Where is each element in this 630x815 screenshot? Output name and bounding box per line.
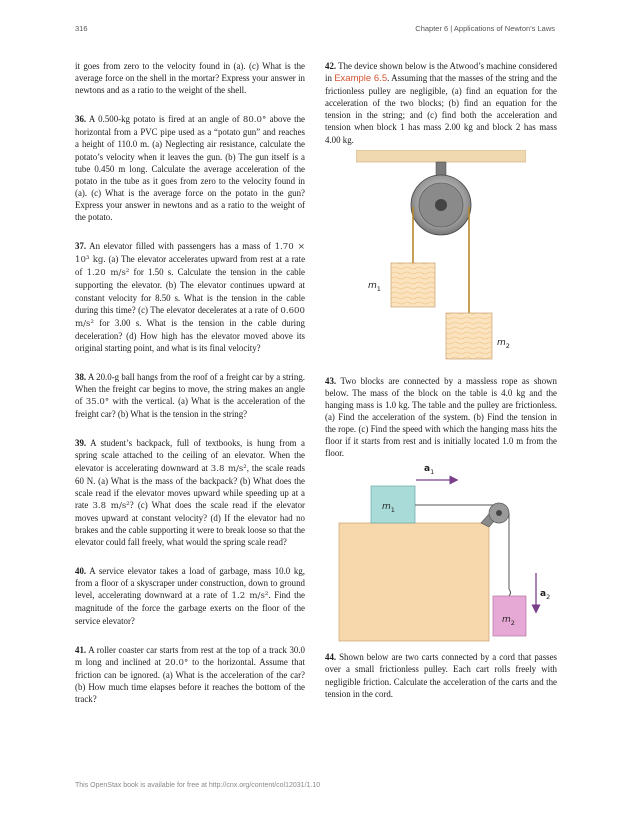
problem-number: 43. bbox=[325, 375, 337, 386]
block-m2 bbox=[446, 313, 492, 359]
problem-35-continuation bbox=[75, 60, 305, 96]
block-m1 bbox=[391, 263, 435, 307]
problem-text: it goes from zero to the velocity found in (a). (c) What is the average force on the shell in the mortar? Express your answer in newtons and as a ratio to the weight of the shell. bbox=[75, 61, 305, 96]
label-m2: $m_2$ bbox=[502, 615, 515, 628]
problem-39 bbox=[75, 437, 305, 548]
problem-text: A roller coaster car starts from rest at the top of a track 30.0 m long and inclined at bbox=[75, 644, 305, 667]
math-expression: 80.0° bbox=[242, 115, 267, 126]
math-expression: 1.2 m/s² bbox=[231, 591, 269, 602]
problem-text: Two blocks are connected by a massless rope as shown below. The mass of the block on the table is 4.0 kg and the hanging mass is 1.0 kg. The table and the pulley are frictionless. (a) Find the acceleration of the system. (b) Find the tension in the rope. (c) Find the speed with which the hanging mass hits the floor if it starts from rest and is initially located 1.0 m from the floor. bbox=[325, 375, 557, 459]
label-m1: $m_1$ bbox=[382, 502, 395, 515]
label-m1: $m_1$ bbox=[368, 280, 381, 293]
problem-text: A student’s backpack, full of textbooks, is hung from a spring scale attached to the ceiling of an elevator. When the elevator is accelerating downward at bbox=[75, 438, 305, 473]
problem-number: 42. bbox=[325, 61, 337, 71]
problem-text: . Assuming that the masses of the string and the frictionless pulley are negligible, (a) find an equation for the acceleration of the two blocks; (b) find an equation for the tension in the string; and (c) find both the acceleration and tension when block 1 has mass 2.00 kg and block 2 has mass 4.00 kg. bbox=[325, 73, 558, 145]
problem-text: A service elevator takes a load of garbage, mass 10.0 kg, from a floor of a skyscraper under construction, down to ground level, accelerating downward at a rate of bbox=[75, 566, 305, 601]
math-expression: 20.0° bbox=[164, 657, 189, 668]
label-a2: $a_2$ bbox=[540, 589, 551, 602]
problem-text: for 3.00 s. What is the tension in the cable during deceleration? (d) How high has the elevator moved above its original starting point, and what is its final velocity? bbox=[75, 317, 305, 353]
problem-38 bbox=[75, 371, 305, 420]
problem-number: 44. bbox=[325, 652, 337, 663]
problem-41 bbox=[75, 644, 305, 705]
problem-number: 36. bbox=[75, 114, 87, 125]
label-m2: $m_2$ bbox=[497, 337, 510, 350]
problem-43 bbox=[325, 375, 557, 460]
problem-text: to the horizontal. Assume that friction can be ignored. (a) What is the acceleration of the car? (b) How much time elapses before it reaches the bottom of the track? bbox=[75, 656, 305, 705]
problem-text: Shown below are two carts connected by a cord that passes over a small frictionless pulley. Each cart rolls freely with negligible friction. Calculate the acceleration of the carts and the tension in the cord. bbox=[325, 652, 557, 699]
problem-text: The device shown below is the Atwood’s machine considered in bbox=[325, 61, 558, 84]
problem-42 bbox=[325, 60, 557, 146]
math-expression: 0.600 m/s² bbox=[75, 305, 305, 329]
chapter-title: Chapter 6 | Applications of Newton's Laws bbox=[415, 24, 555, 33]
problem-number: 39. bbox=[75, 438, 87, 449]
left-column bbox=[75, 60, 305, 722]
problem-number: 38. bbox=[75, 371, 87, 382]
example-link[interactable]: Example 6.5 bbox=[334, 73, 388, 85]
table bbox=[339, 523, 489, 641]
pulley-hub bbox=[496, 510, 502, 516]
hook bbox=[509, 589, 511, 596]
math-expression: 1.20 m/s² bbox=[86, 268, 130, 279]
problem-number: 37. bbox=[75, 241, 87, 252]
problem-text: A 0.500-kg potato is fired at an angle of bbox=[86, 114, 243, 125]
pulley-hub bbox=[435, 199, 447, 211]
math-expression: 1.70 × 10³ kg bbox=[75, 242, 305, 266]
problem-text: for 1.50 s. Calculate the tension in the cable supporting the elevator. (b) The elevator continues upward at constant velocity for 8.50 s. What is the tension in the cable during this time? (c) The elevator decelerates at a rate of bbox=[75, 267, 305, 315]
problem-text: . (a) The elevator accelerates upward from rest at a rate of bbox=[75, 254, 306, 278]
block-m1-table bbox=[371, 486, 415, 523]
problem-text: with the vertical. (a) What is the acceleration of the freight car? (b) What is the tension in the string? bbox=[75, 396, 305, 420]
problem-number: 40. bbox=[75, 566, 87, 577]
table-pulley-figure bbox=[331, 461, 551, 643]
footer-note: This OpenStax book is available for free at http://cnx.org/content/col12031/1.10 bbox=[75, 782, 321, 789]
label-a1: $a_1$ bbox=[424, 464, 435, 477]
page-number: 316 bbox=[75, 24, 88, 33]
atwood-machine-figure bbox=[356, 150, 526, 365]
problem-text: A 20.0-g ball hangs from the roof of a freight car by a string. When the freight car begins to move, the string makes an angle of bbox=[75, 371, 305, 407]
problem-44 bbox=[325, 651, 557, 699]
problem-text: above the horizontal from a PVC pipe used as a “potato gun” and reaches a height of 110.0 m. (a) Neglecting air resistance, calculate the potato’s velocity when it leaves the gun. (b) The gun itself is a tube 0.450 m long. Calculate the average acceleration of the potato in the tube as it goes from zero to the velocity found in (a). (c) What is the average force on the potato in the gun? Express your answer in newtons and as a ratio to the weight of the potato. bbox=[75, 114, 305, 223]
right-column bbox=[325, 60, 557, 717]
ceiling bbox=[356, 150, 526, 162]
problem-37 bbox=[75, 240, 305, 354]
problem-text: An elevator filled with passengers has a mass of bbox=[86, 241, 275, 252]
problem-40 bbox=[75, 565, 305, 626]
math-expression: 3.8 m/s² bbox=[210, 463, 247, 474]
math-expression: 35.0° bbox=[85, 397, 110, 408]
problem-number: 41. bbox=[75, 644, 87, 655]
problem-36 bbox=[75, 113, 305, 223]
problem-text: . Find the magnitude of the force the garbage exerts on the floor of the service elevator? bbox=[75, 590, 305, 626]
math-expression: 3.8 m/s² bbox=[92, 500, 130, 511]
problem-text: ? (c) What does the scale read if the elevator moves upward at constant velocity? (d) If the elevator had no brakes and the cable supporting it were to break loose so that the elevator could fall freely, what would the spring scale read? bbox=[75, 499, 305, 548]
problem-text: , the scale reads 60 N. (a) What is the mass of the backpack? (b) What does the scale read if the elevator moves upward while speeding up at a rate bbox=[75, 462, 305, 510]
